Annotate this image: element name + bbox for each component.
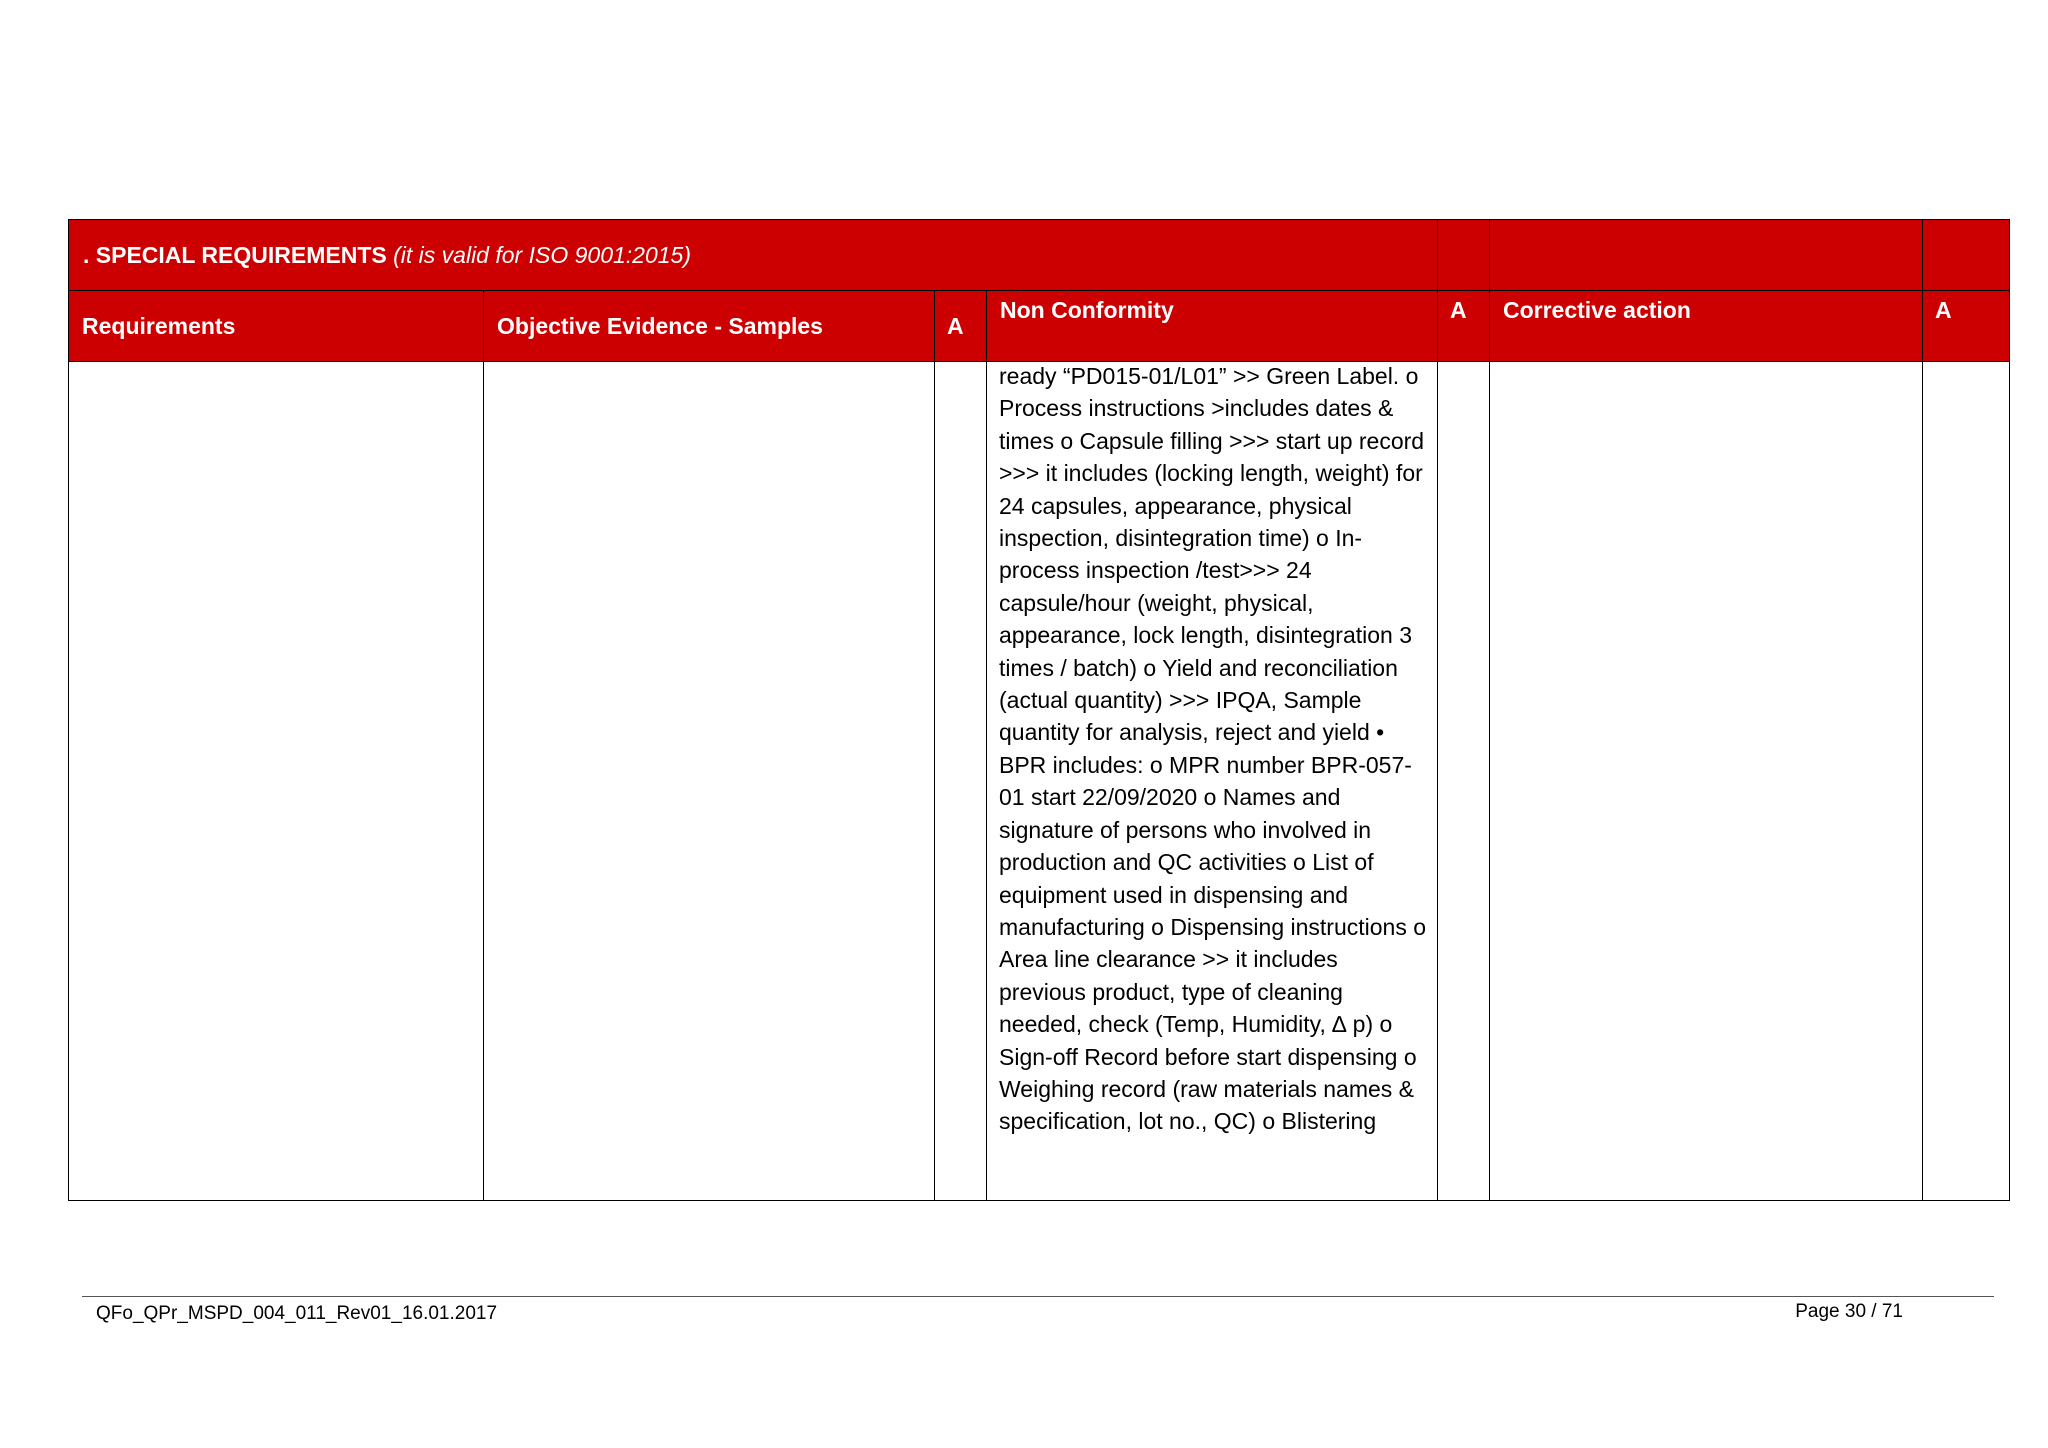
header-requirements	[69, 291, 484, 362]
section-title-text: . SPECIAL REQUIREMENTS	[83, 241, 387, 268]
section-title-note: (it is valid for ISO 9001:2015)	[393, 241, 691, 268]
header-non-conformity-label: Non Conformity	[1000, 297, 1174, 323]
header-a-3-label: A	[1935, 297, 1952, 323]
footer-divider	[82, 1296, 1994, 1297]
column-header-row	[69, 291, 2010, 362]
section-title-row	[69, 220, 2010, 291]
section-empty-cell-a3	[1923, 220, 2010, 291]
table-row	[69, 362, 2010, 1201]
header-non-conformity	[987, 291, 1438, 362]
section-empty-cell-corrective	[1490, 220, 1923, 291]
cell-a-1	[935, 362, 987, 1201]
special-requirements-table	[68, 219, 2010, 1201]
header-corrective-action	[1490, 291, 1923, 362]
cell-corrective-action	[1490, 362, 1923, 1201]
section-title-cell	[69, 220, 1438, 291]
cell-a-3	[1923, 362, 2010, 1201]
section-title	[69, 242, 1437, 269]
section-empty-cell-a2	[1438, 220, 1490, 291]
header-objective-evidence	[484, 291, 935, 362]
header-a-1	[935, 291, 987, 362]
cell-requirements	[69, 362, 484, 1201]
footer-page-number: Page 30 / 71	[1795, 1301, 1903, 1322]
header-a-3	[1923, 291, 2010, 362]
cell-objective-evidence	[484, 362, 935, 1201]
non-conformity-text: ready “PD015-01/L01” >> Green Label. o Process instructions >includes dates & times o Capsule filling >>> start up record >>> it includes (locking length, weight) for 24 capsules, appearance, physical inspection, disintegration time) o In-process inspection /test>>> 24 capsule/hour (weight, physical, appearance, lock length, disintegration 3 times / batch) o Yield and reconciliation (actual quantity) >>> IPQA, Sample quantity for analysis, reject and yield • BPR includes: o MPR number BPR-057-01 start 22/09/2020 o Names and signature of persons who involved in production and QC activities o List of equipment used in dispensing and manufacturing o Dispensing instructions o Area line clearance >> it includes previous product, type of cleaning needed, check (Temp, Humidity, ∆ p) o Sign-off Record before start dispensing o Weighing record (raw materials names & specification, lot no., QC) o Blistering	[999, 363, 1427, 1135]
header-a-2-label: A	[1450, 297, 1467, 323]
footer-document-code: QFo_QPr_MSPD_004_011_Rev01_16.01.2017	[96, 1303, 498, 1324]
header-requirements-label: Requirements	[82, 312, 236, 339]
header-objective-evidence-label: Objective Evidence - Samples	[497, 312, 823, 339]
cell-a-2	[1438, 362, 1490, 1201]
header-corrective-action-label: Corrective action	[1503, 297, 1691, 323]
header-a-2	[1438, 291, 1490, 362]
cell-non-conformity	[987, 362, 1438, 1201]
header-a-1-label: A	[947, 312, 964, 339]
